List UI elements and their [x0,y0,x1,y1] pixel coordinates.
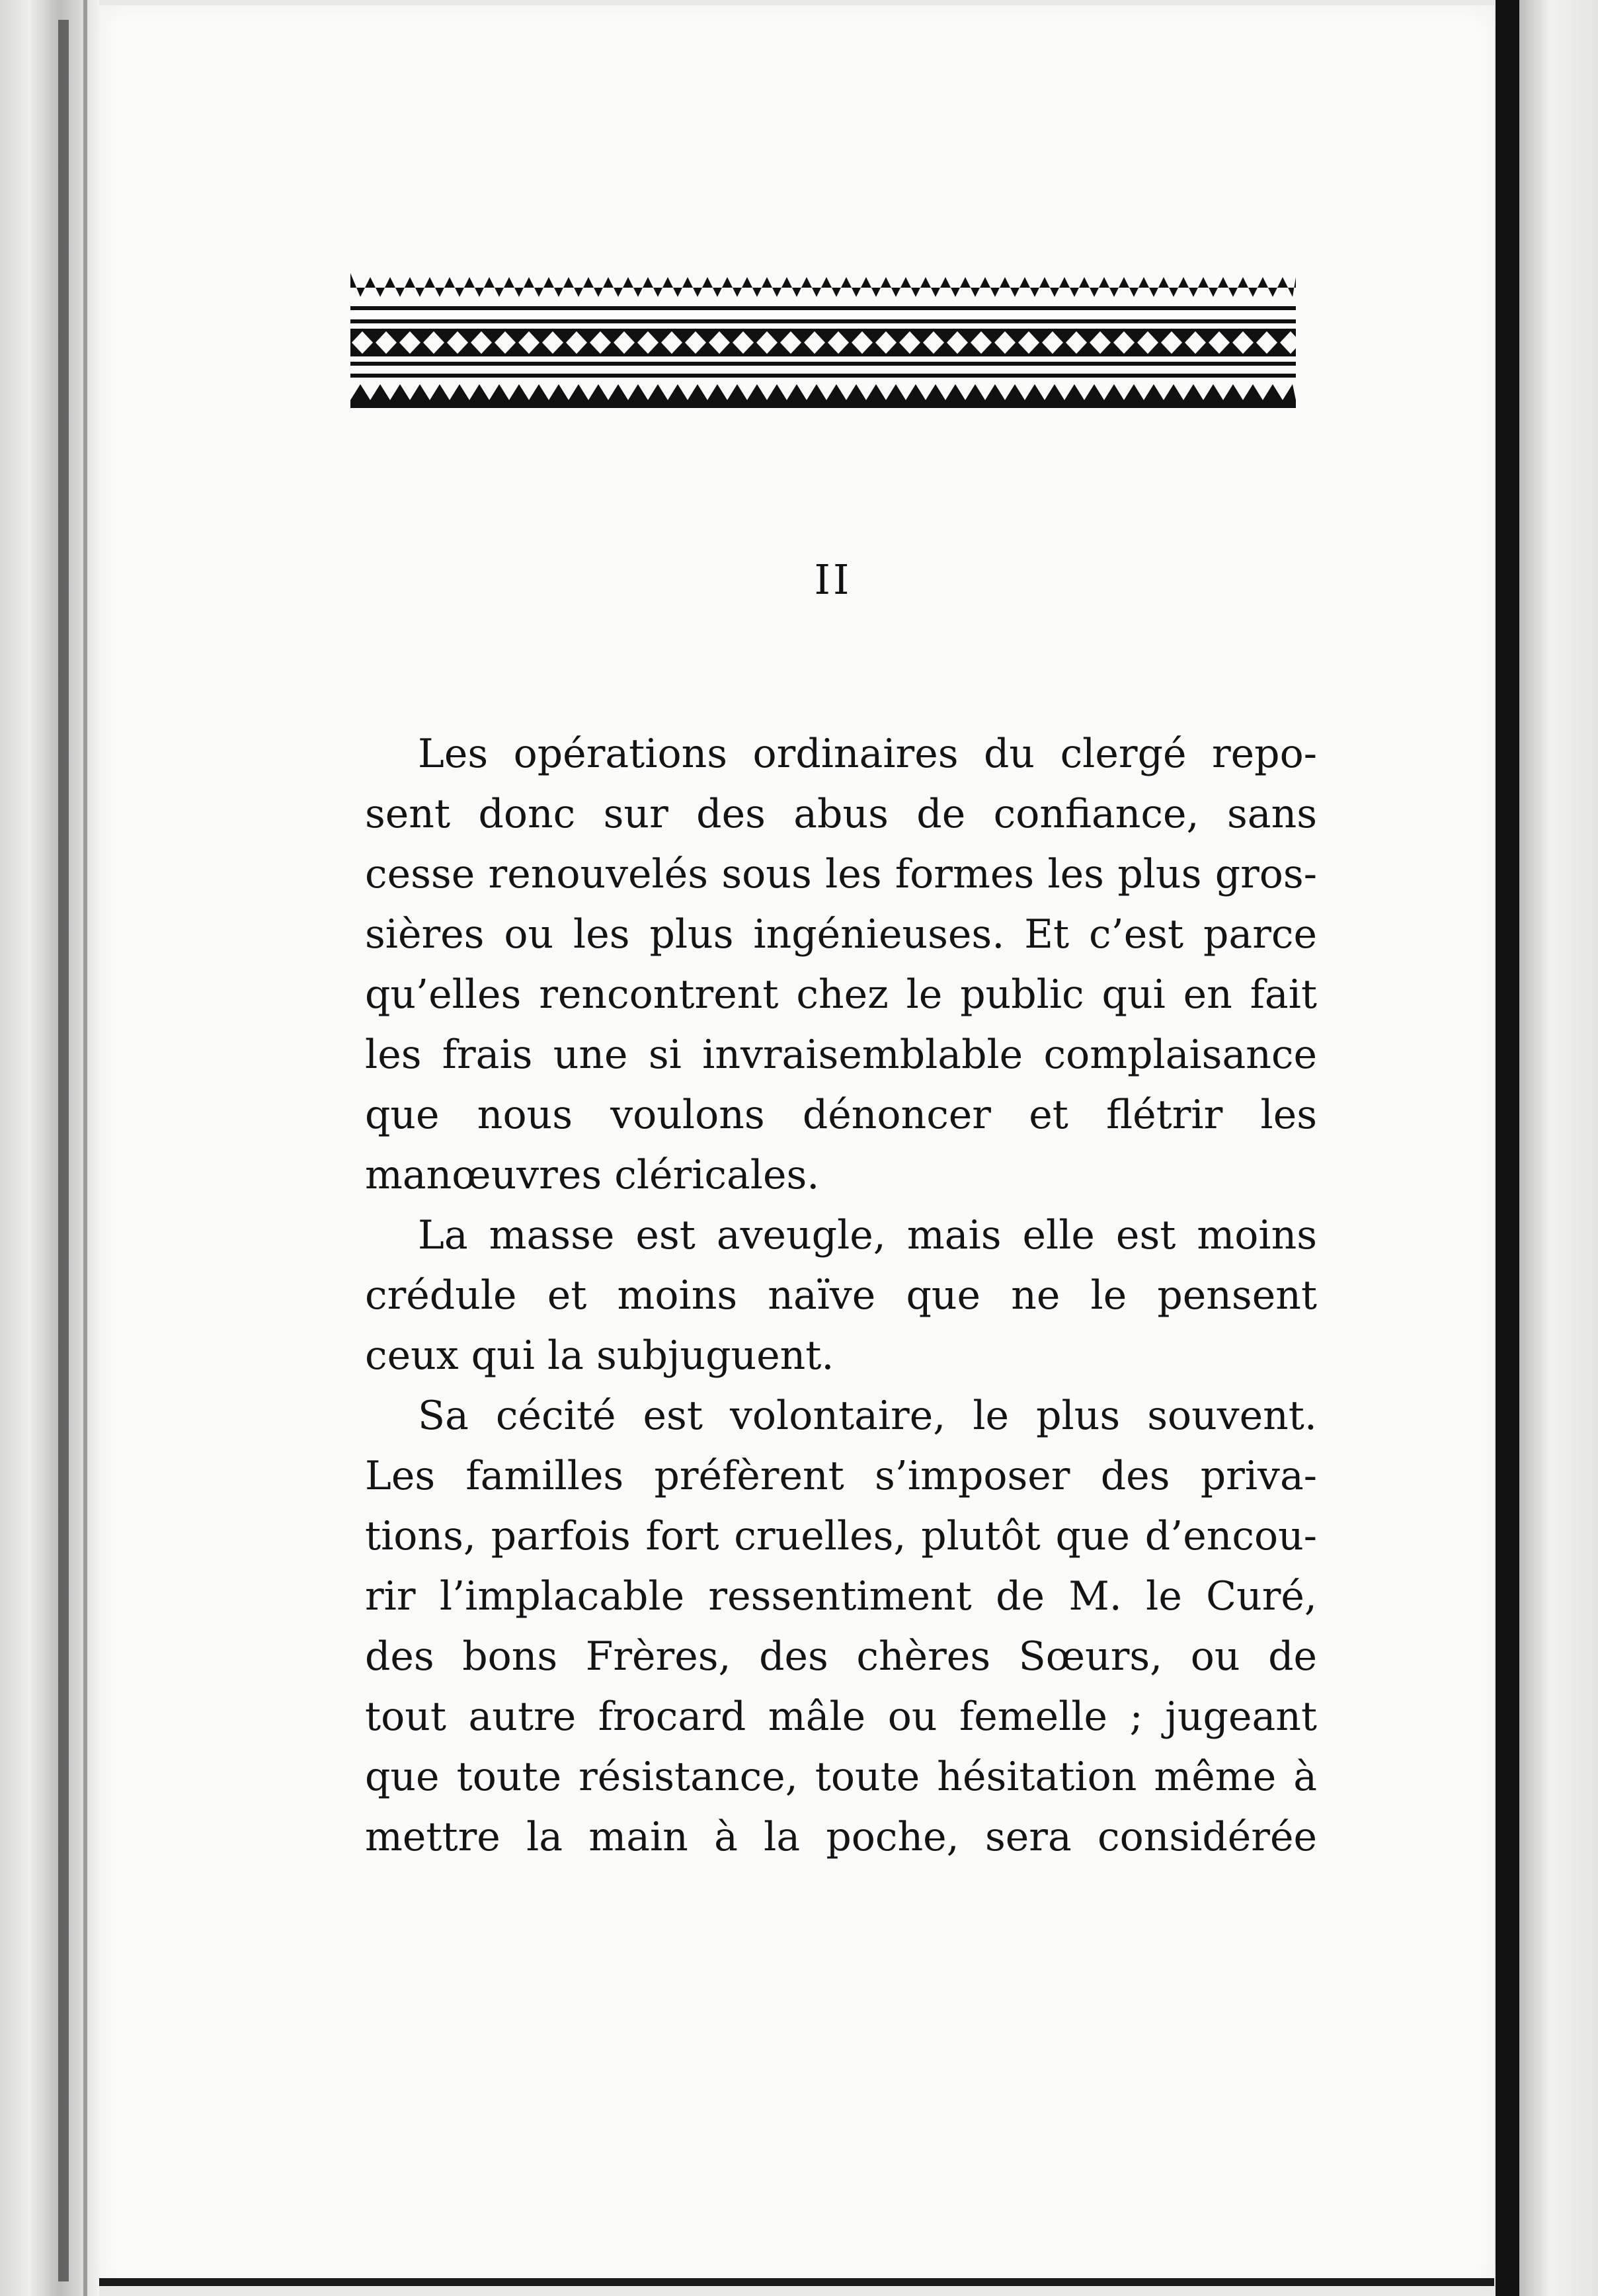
text-line: Les familles préfèrent s’imposer des priva- [365,1453,1317,1499]
text-line: La masse est aveugle, mais elle est moins [418,1212,1317,1258]
ornament-zigzag-bottom [350,384,1296,408]
text-line: tout autre frocard mâle ou femelle ; jugeant [365,1694,1317,1740]
text-line: que toute résistance, toute hésitation même à [365,1754,1317,1800]
paragraph-1 [365,724,1317,1206]
text-line: mettre la main à la poche, sera considérée [365,1814,1317,1860]
text-line: Les opérations ordinaires du clergé repo- [418,731,1317,777]
bottom-page-border [99,2278,1494,2286]
ornament-zigzag-top [350,273,1296,297]
text-line: les frais une si invraisemblable complaisance [365,1032,1317,1078]
text-line: des bons Frères, des chères Sœurs, ou de [365,1633,1317,1680]
text-line: ceux qui la subjuguent. [365,1332,834,1379]
text-line: rir l’implacable ressentiment de M. le Curé, [365,1573,1317,1620]
ornament-rule-3 [350,362,1296,366]
text-line: crédule et moins naïve que ne le pensent [365,1272,1317,1319]
paragraph-2 [365,1206,1317,1386]
text-line: tions, parfois fort cruelles, plutôt que d’encou- [365,1513,1317,1559]
header-ornament [350,268,1296,413]
right-page-edge [1519,0,1598,2296]
text-line: sent donc sur des abus de confiance, sans [365,791,1317,837]
text-line: manœuvres cléricales. [365,1152,820,1198]
text-line: sières ou les plus ingénieuses. Et c’est parce [365,911,1317,958]
body-text [365,724,1317,1867]
ornament-zigzag-bottom-path [350,384,1296,408]
text-line: qu’elles rencontrent chez le public qui en fait [365,971,1317,1018]
chapter-numeral: II [814,555,852,604]
ornament-rule-2 [350,319,1296,323]
right-binding-shadow [1496,0,1519,2296]
left-page-border [83,0,87,2296]
ornament-zigzag-top-path [350,273,1296,297]
ornament-diamond-band [350,329,1296,356]
ornament-rule-1 [350,306,1296,310]
text-line: cesse renouvelés sous les formes les plus gros- [365,851,1317,897]
ornament-rule-4 [350,374,1296,378]
text-line: que nous voulons dénoncer et flétrir les [365,1092,1317,1138]
paragraph-3 [365,1386,1317,1867]
text-line: Sa cécité est volontaire, le plus souvent. [418,1393,1317,1439]
left-binding-shadow [58,20,69,2281]
